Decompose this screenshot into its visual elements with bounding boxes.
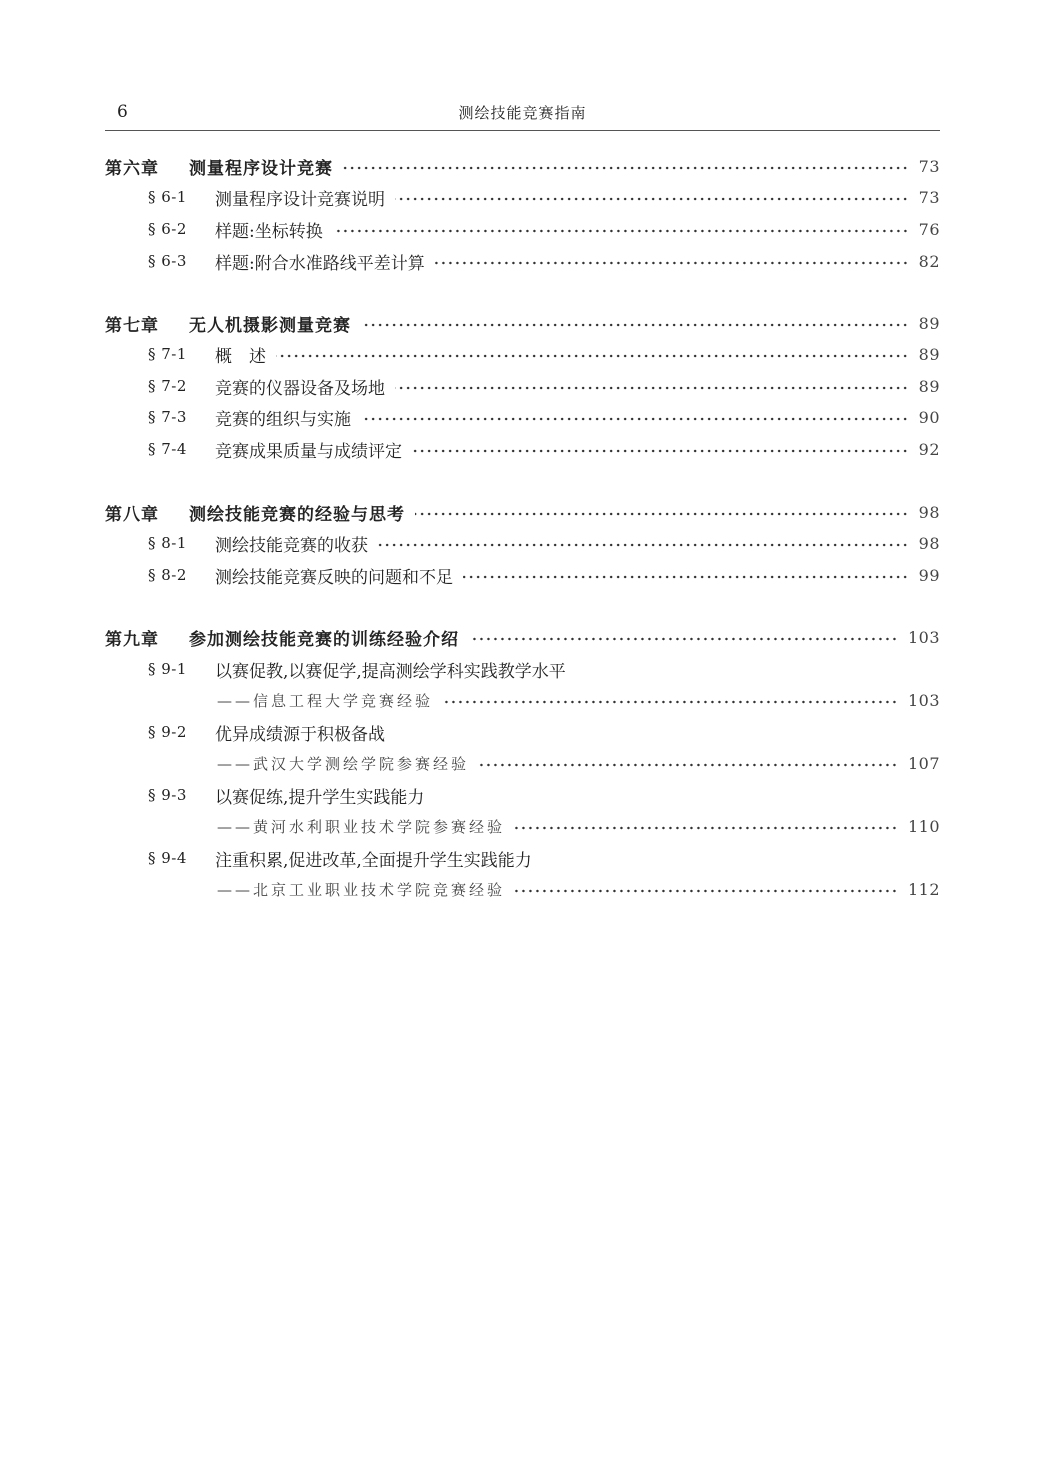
toc-section-9-3[interactable] — [105, 783, 940, 807]
page-ref: 90 — [918, 407, 940, 427]
dot-leader — [443, 700, 898, 704]
section-title: 优异成绩源于积极备战 — [215, 724, 385, 745]
section-number: § 6-1 — [148, 188, 187, 206]
toc-section-9-4[interactable] — [105, 846, 940, 870]
dot-leader — [435, 261, 909, 265]
chapter-title: 测量程序设计竞赛 — [189, 158, 333, 179]
section-number: § 9-4 — [148, 849, 187, 867]
section-subtitle: ——黄河水利职业技术学院参赛经验 — [217, 817, 506, 836]
section-number: § 7-1 — [148, 345, 187, 363]
section-number: § 9-1 — [148, 660, 187, 678]
toc-section-8-2[interactable] — [105, 563, 940, 587]
section-title: 测量程序设计竞赛说明 — [215, 189, 385, 210]
toc-section-9-1[interactable] — [105, 657, 940, 681]
dot-leader — [412, 449, 909, 453]
page-ref: 89 — [918, 344, 940, 364]
section-number: § 8-2 — [148, 566, 187, 584]
dot-leader — [361, 323, 909, 327]
dot-leader — [415, 512, 909, 516]
running-header — [105, 100, 940, 131]
toc-subentry-9-2[interactable] — [105, 751, 940, 775]
toc-section-7-4[interactable] — [105, 437, 940, 461]
toc-subentry-9-3[interactable] — [105, 814, 940, 838]
dot-leader — [361, 417, 909, 421]
toc-subentry-9-1[interactable] — [105, 688, 940, 712]
dot-leader — [515, 889, 898, 893]
page-ref: 112 — [907, 879, 940, 899]
section-title: 以赛促教,以赛促学,提高测绘学科实践教学水平 — [215, 661, 566, 682]
page-ref: 99 — [918, 565, 940, 585]
page-ref: 76 — [918, 219, 940, 239]
chapter-title: 参加测绘技能竞赛的训练经验介绍 — [189, 629, 459, 650]
section-number: § 9-3 — [148, 786, 187, 804]
page-ref: 110 — [907, 816, 940, 836]
dot-leader — [515, 826, 898, 830]
section-number: § 6-2 — [148, 220, 187, 238]
dot-leader — [463, 575, 909, 579]
toc-section-8-1[interactable] — [105, 531, 940, 555]
chapter-number: 第九章 — [105, 629, 159, 650]
section-title: 竞赛的仪器设备及场地 — [215, 378, 385, 399]
page-ref: 73 — [918, 156, 940, 176]
toc-chapter-6[interactable] — [105, 154, 940, 178]
section-number: § 9-2 — [148, 723, 187, 741]
toc-section-6-3[interactable] — [105, 249, 940, 273]
toc-section-7-2[interactable] — [105, 374, 940, 398]
chapter-title: 无人机摄影测量竞赛 — [189, 315, 351, 336]
section-number: § 7-4 — [148, 440, 187, 458]
toc-section-6-1[interactable] — [105, 185, 940, 209]
section-subtitle: ——北京工业职业技术学院竞赛经验 — [217, 880, 506, 899]
dot-leader — [378, 543, 909, 547]
toc-section-7-3[interactable] — [105, 405, 940, 429]
dot-leader — [276, 354, 909, 358]
section-title: 竞赛的组织与实施 — [215, 409, 351, 430]
section-title: 测绘技能竞赛的收获 — [215, 535, 368, 556]
toc-section-9-2[interactable] — [105, 720, 940, 744]
running-title: 测绘技能竞赛指南 — [458, 104, 587, 122]
dot-leader — [343, 166, 909, 170]
page-ref: 89 — [918, 313, 940, 333]
section-title: 概 述 — [215, 346, 266, 367]
section-number: § 6-3 — [148, 252, 187, 270]
dot-leader — [395, 386, 909, 390]
section-number: § 7-3 — [148, 408, 187, 426]
section-title: 注重积累,促进改革,全面提升学生实践能力 — [215, 850, 532, 871]
toc-section-7-1[interactable] — [105, 342, 940, 366]
toc-subentry-9-4[interactable] — [105, 877, 940, 901]
page-ref: 98 — [918, 502, 940, 522]
section-title: 样题:附合水准路线平差计算 — [215, 253, 425, 274]
dot-leader — [479, 763, 898, 767]
section-number: § 7-2 — [148, 377, 187, 395]
page-ref: 98 — [918, 533, 940, 553]
page-ref: 107 — [907, 753, 940, 773]
section-title: 以赛促练,提升学生实践能力 — [215, 787, 425, 808]
page-ref: 89 — [918, 376, 940, 396]
toc-section-6-2[interactable] — [105, 217, 940, 241]
toc-chapter-7[interactable] — [105, 311, 940, 335]
chapter-title: 测绘技能竞赛的经验与思考 — [189, 504, 405, 525]
page-ref: 73 — [918, 187, 940, 207]
dot-leader — [333, 229, 909, 233]
section-title: 测绘技能竞赛反映的问题和不足 — [215, 567, 453, 588]
dot-leader — [395, 197, 909, 201]
section-title: 样题:坐标转换 — [215, 221, 323, 242]
page-ref: 103 — [907, 690, 940, 710]
toc-chapter-8[interactable] — [105, 500, 940, 524]
section-subtitle: ——信息工程大学竞赛经验 — [217, 691, 434, 710]
section-subtitle: ——武汉大学测绘学院参赛经验 — [217, 754, 470, 773]
chapter-number: 第七章 — [105, 315, 159, 336]
dot-leader — [469, 637, 898, 641]
page-number: 6 — [117, 102, 128, 122]
toc-chapter-9[interactable] — [105, 625, 940, 649]
section-title: 竞赛成果质量与成绩评定 — [215, 441, 402, 462]
chapter-number: 第六章 — [105, 158, 159, 179]
section-number: § 8-1 — [148, 534, 187, 552]
page-ref: 82 — [918, 251, 940, 271]
chapter-number: 第八章 — [105, 504, 159, 525]
page-ref: 103 — [907, 627, 940, 647]
page-ref: 92 — [918, 439, 940, 459]
